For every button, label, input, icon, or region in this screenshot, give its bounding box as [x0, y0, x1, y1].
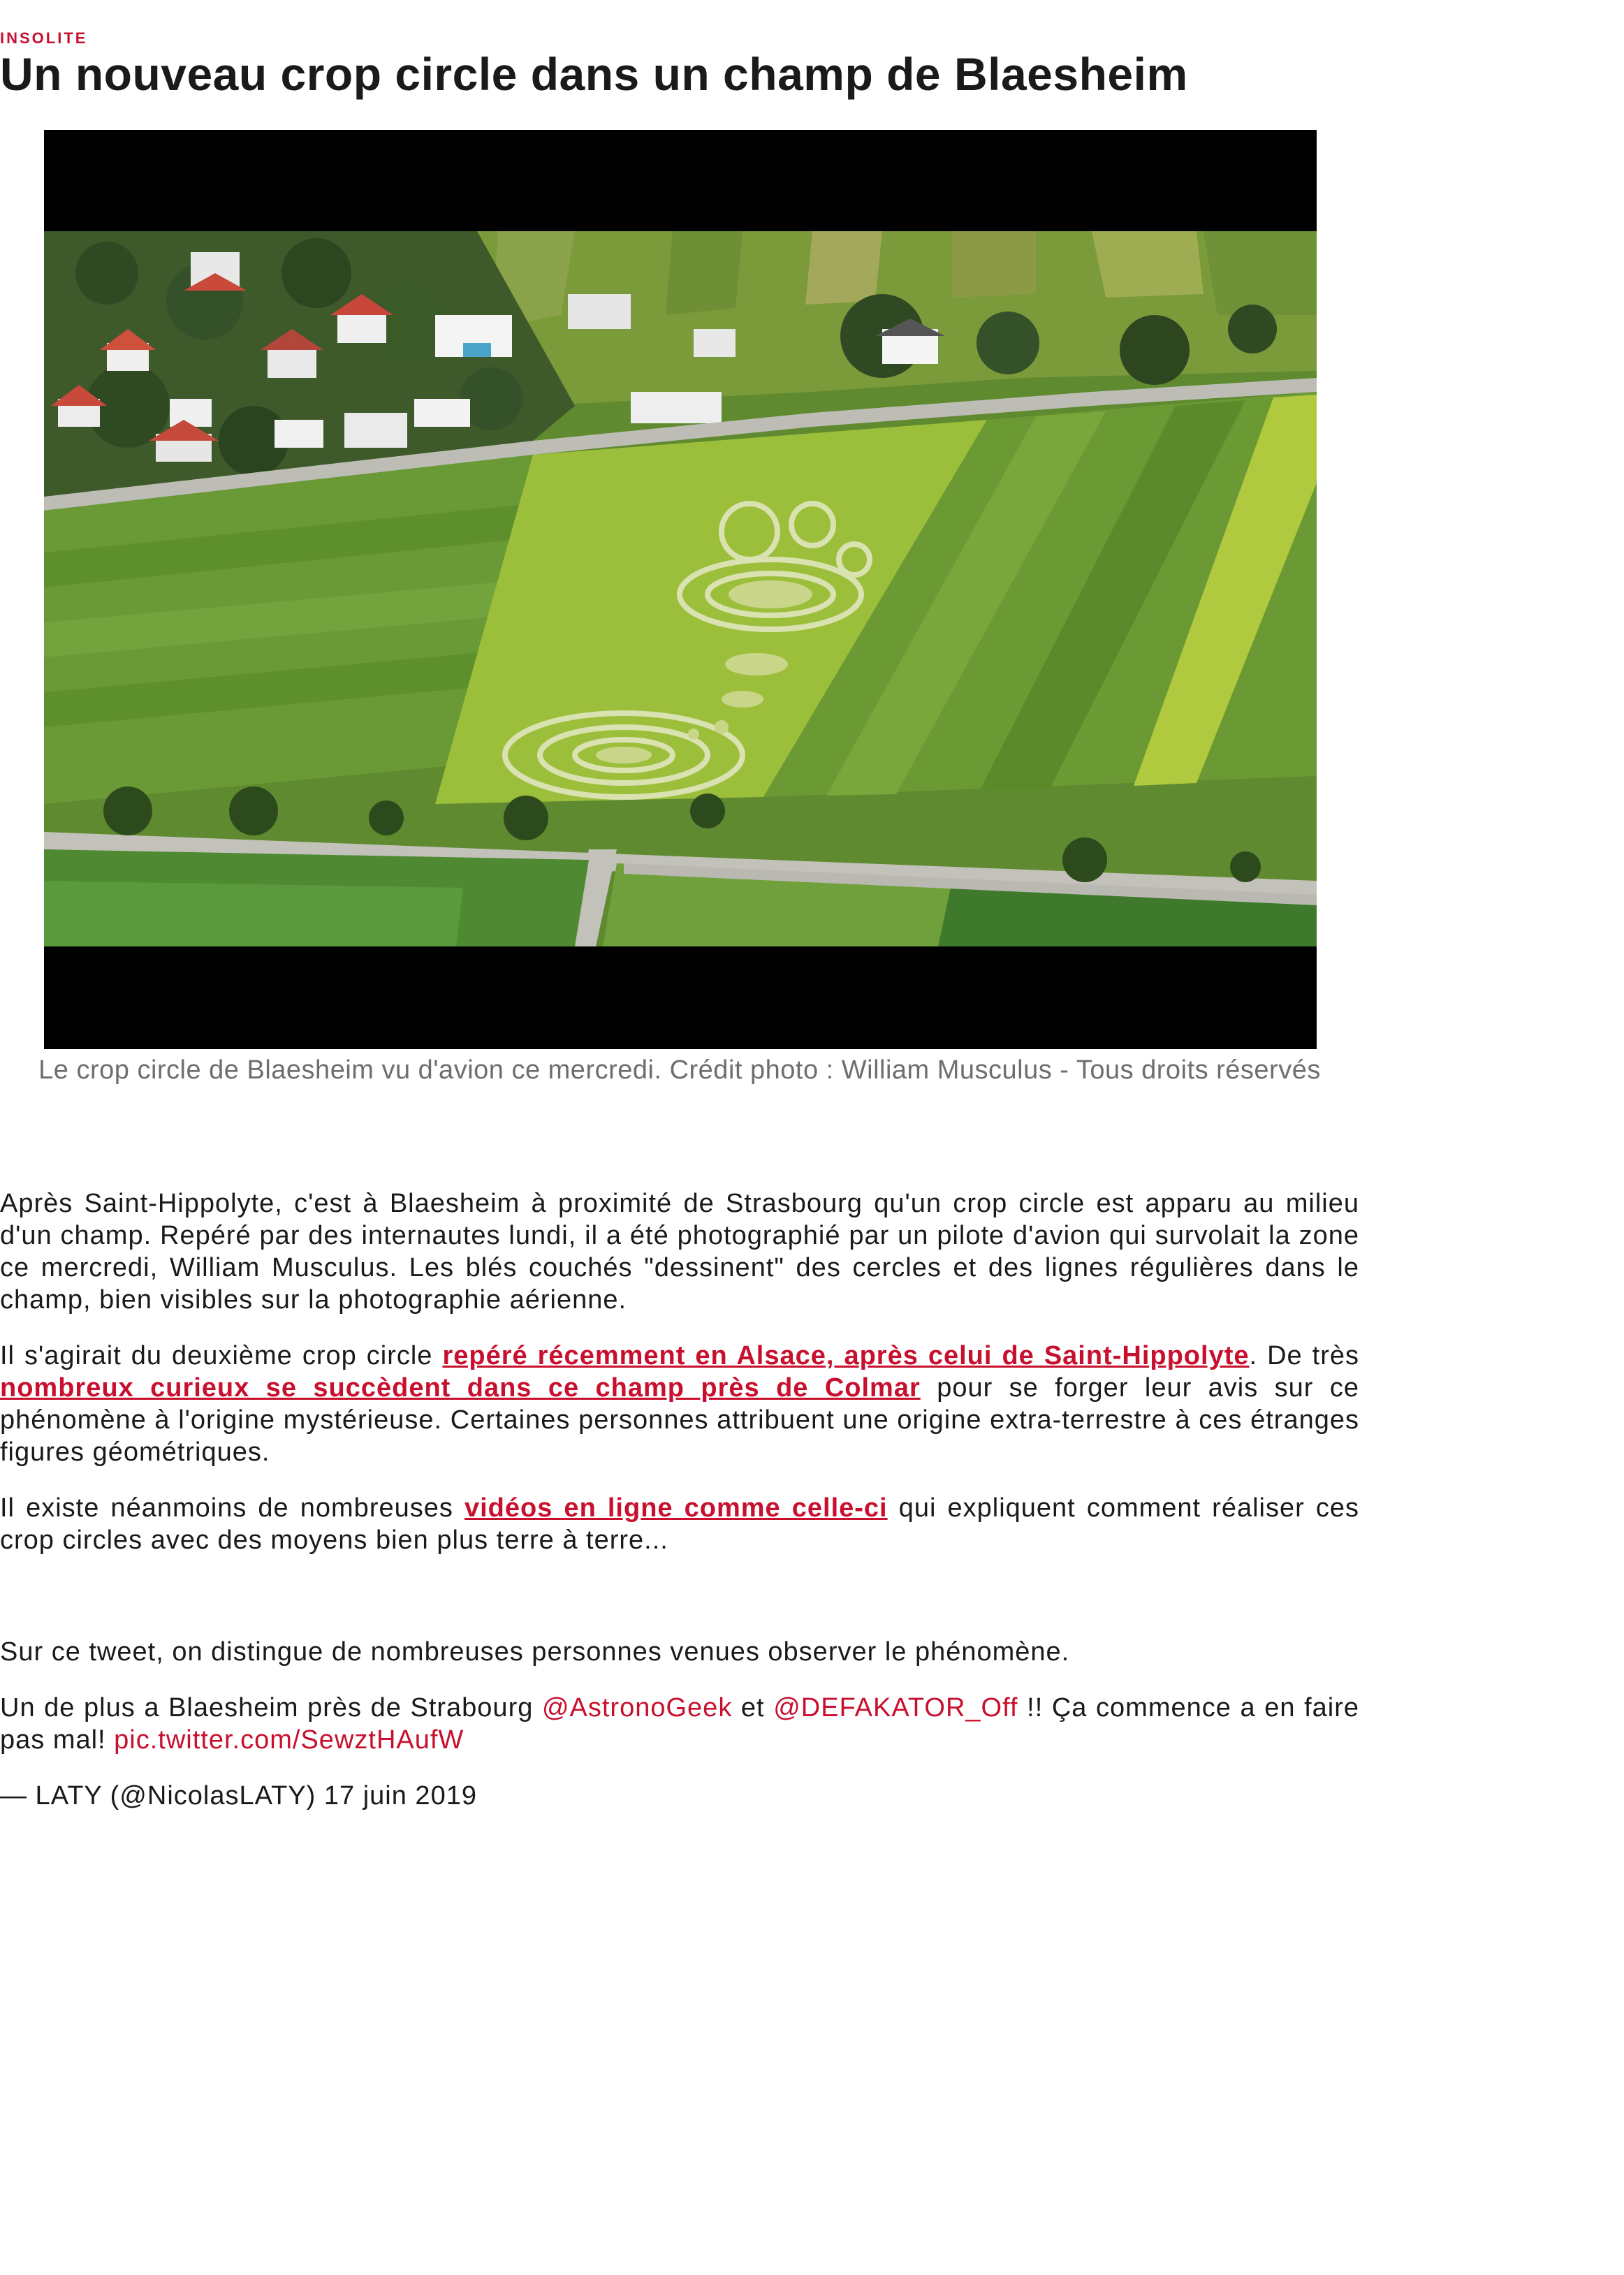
paragraph-3-text-b: qui expliquent comment réaliser ces crop circles avec des moyens bien plus terre à terre...	[0, 1493, 1359, 1555]
mention-astronogeek-link[interactable]: @AstronoGeek	[541, 1693, 733, 1722]
article-body	[0, 1187, 1359, 1580]
tweet-text	[0, 1692, 1359, 1756]
paragraph-1: Après Saint-Hippolyte, c'est à Blaesheim à proximité de Strasbourg qu'un crop circle est apparu au milieu d'un champ. Repéré par des internautes lundi, il a été photographié par un pilote d'avion qui survolait la zone ce mercredi, William Musculus. Les blés couchés "dessinent" des cercles et des lignes régulières dans le champ, bien visibles sur la photographie aérienne.	[0, 1189, 1359, 1315]
article-photo	[44, 130, 1317, 1049]
tweet-picture-link[interactable]: pic.twitter.com/SewztHAufW	[114, 1725, 464, 1755]
tweet-text-a: Un de plus a Blaesheim près de Strabourg	[0, 1693, 542, 1722]
paragraph-2-text-a: Il s'agirait du deuxième crop circle	[0, 1341, 443, 1370]
paragraph-2	[0, 1340, 1359, 1468]
photo-caption: Le crop circle de Blaesheim vu d'avion ce mercredi. Crédit photo : William Musculus - Tous droits réservés	[38, 1055, 1321, 1085]
tweet-intro: Sur ce tweet, on distingue de nombreuses personnes venues observer le phénomène.	[0, 1637, 1070, 1667]
paragraph-2-text-b: . De très	[1249, 1341, 1359, 1370]
category-label[interactable]: INSOLITE	[0, 29, 88, 47]
colmar-link[interactable]: nombreux curieux se succèdent dans ce champ près de Colmar	[0, 1373, 921, 1403]
tweet-text-b: et	[732, 1693, 774, 1722]
paragraph-3	[0, 1492, 1359, 1556]
mention-defakator-link[interactable]: @DEFAKATOR_Off	[773, 1693, 1018, 1722]
tweet-signature: — LATY (@NicolasLATY) 17 juin 2019	[0, 1781, 477, 1811]
saint-hippolyte-link[interactable]: repéré récemment en Alsace, après celui de Saint-Hippolyte	[442, 1341, 1250, 1370]
embedded-tweet	[0, 1636, 1359, 1836]
article-title: Un nouveau crop circle dans un champ de Blaesheim	[0, 48, 1188, 100]
paragraph-3-text-a: Il existe néanmoins de nombreuses	[0, 1493, 464, 1523]
videos-link[interactable]: vidéos en ligne comme celle-ci	[464, 1493, 888, 1523]
crop-circle-aerial-photo	[44, 231, 1317, 946]
tweet-text-c: !! Ça commence a en faire pas mal!	[0, 1693, 1359, 1755]
paragraph-2-text-c: pour se forger leur avis sur ce phénomène à l'origine mystérieuse. Certaines personnes attribuent une origine extra-terrestre à ces étranges figures géométriques.	[0, 1373, 1359, 1467]
